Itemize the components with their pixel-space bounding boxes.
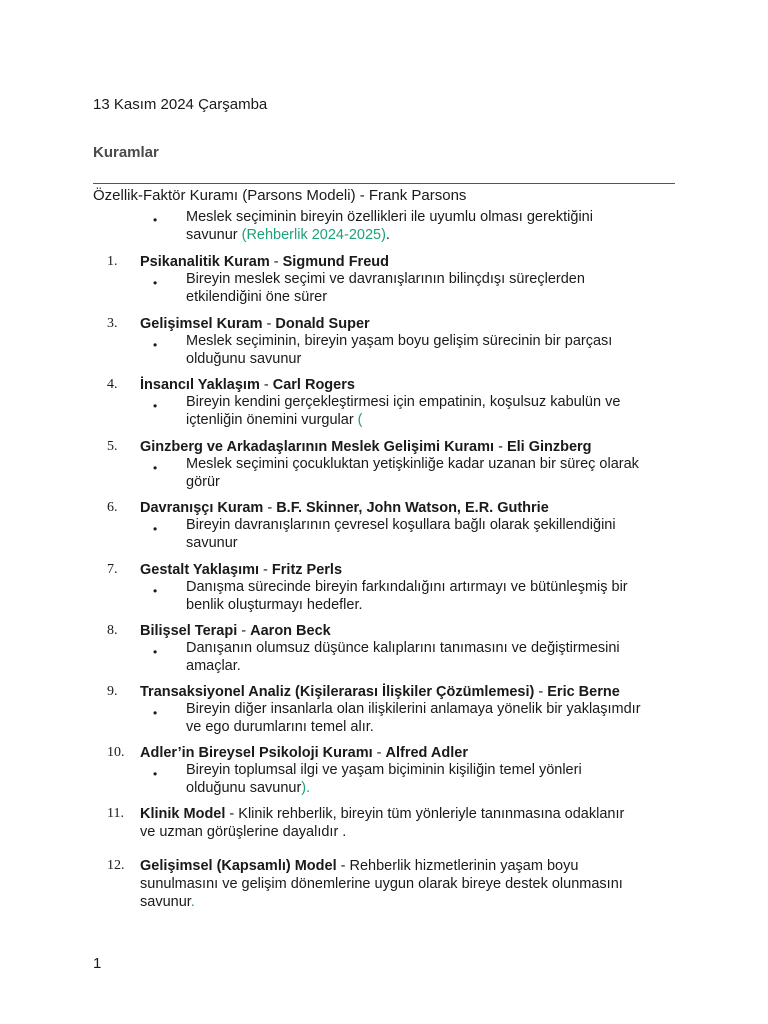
heading-divider	[93, 183, 675, 184]
item-description: - Rehberlik hizmetlerinin yaşam boyu	[336, 858, 579, 874]
theory-name: Gestalt Yaklaşımı	[140, 562, 260, 578]
item-title	[140, 857, 680, 911]
theory-author: Eric Berne	[547, 684, 620, 700]
bullet-dot: •	[153, 399, 158, 413]
bullet-line: benlik oluşturmayı hedefler.	[186, 596, 363, 613]
citation-link[interactable]: .	[190, 894, 195, 910]
theory-name: Gelişimsel Kuram	[140, 316, 263, 332]
separator: -	[263, 500, 277, 516]
theory-author: Carl Rogers	[272, 377, 355, 393]
separator: -	[534, 684, 548, 700]
bullet-line: Danışanın olumsuz düşünce kalıplarını tanımasını ve değiştirmesini	[186, 640, 620, 656]
separator: -	[372, 745, 386, 761]
bullet-dot: •	[153, 522, 158, 536]
theory-author: B.F. Skinner, John Watson, E.R. Guthrie	[276, 500, 549, 516]
bullet-dot: •	[153, 767, 158, 781]
bullet-text	[186, 701, 676, 736]
bullet-line: Meslek seçimini çocukluktan yetişkinliğe kadar uzanan bir süreç olarak	[186, 456, 639, 472]
theory-name: Bilişsel Terapi	[140, 623, 238, 639]
item-number: 8.	[107, 623, 118, 638]
bullet-text	[186, 762, 676, 797]
citation-link[interactable]: (Rehberlik 2024-2025)	[241, 226, 386, 243]
theory-name: İnsancıl Yaklaşım	[140, 377, 260, 393]
bullet-text	[186, 640, 676, 675]
bullet-dot: •	[153, 645, 158, 659]
item-title	[140, 683, 680, 701]
bullet-dot: •	[153, 584, 158, 598]
separator: -	[237, 623, 251, 639]
theory-name: Transaksiyonel Analiz (Kişilerarası İlişkiler Çözümlemesi)	[140, 684, 535, 700]
item-number: 10.	[107, 745, 125, 760]
item-title	[140, 561, 680, 579]
intro-theory-title: Özellik-Faktör Kuramı (Parsons Modeli) - Frank Parsons	[93, 187, 467, 204]
bullet-dot: •	[153, 338, 158, 352]
item-title	[140, 253, 680, 271]
bullet-dot: •	[153, 706, 158, 720]
bullet-dot: •	[153, 213, 158, 227]
item-number: 3.	[107, 316, 118, 331]
page-number: 1	[93, 955, 102, 972]
bullet-line: savunur	[186, 534, 238, 551]
bullet-line: Bireyin diğer insanlarla olan ilişkilerini anlamaya yönelik bir yaklaşımdır	[186, 701, 641, 717]
theory-name: Psikanalitik Kuram	[140, 254, 270, 270]
theory-author: Eli Ginzberg	[506, 439, 592, 455]
bullet-line: etkilendiğini öne sürer	[186, 288, 328, 305]
theory-name: Gelişimsel (Kapsamlı) Model	[140, 858, 337, 874]
theory-name: Klinik Model	[140, 806, 226, 822]
item-title	[140, 499, 680, 517]
document-date: 13 Kasım 2024 Çarşamba	[93, 96, 268, 113]
bullet-line: Bireyin toplumsal ilgi ve yaşam biçiminin kişiliğin temel yönleri	[186, 762, 582, 778]
theory-name: Davranışçı Kuram	[140, 500, 264, 516]
bullet-line: görür	[186, 473, 220, 490]
item-description: savunur	[140, 894, 191, 910]
separator: -	[259, 377, 273, 393]
citation-link[interactable]: (	[357, 411, 363, 428]
bullet-text	[186, 579, 676, 614]
item-title	[140, 376, 680, 394]
bullet-text	[186, 517, 676, 552]
bullet-line: savunur	[186, 226, 242, 243]
separator: -	[259, 562, 272, 578]
theory-author: Sigmund Freud	[282, 254, 389, 270]
item-number: 11.	[107, 806, 124, 821]
separator: -	[262, 316, 276, 332]
theory-name: Adler’in Bireysel Psikoloji Kuramı	[140, 745, 373, 761]
theory-name: Ginzberg ve Arkadaşlarının Meslek Gelişimi Kuramı	[140, 439, 495, 455]
item-number: 12.	[107, 858, 125, 873]
item-title	[140, 622, 680, 640]
item-number: 1.	[107, 254, 118, 269]
item-number: 4.	[107, 377, 118, 392]
bullet-text	[186, 333, 676, 368]
bullet-line: içtenliğin önemini vurgular	[186, 411, 358, 428]
item-number: 5.	[107, 439, 118, 454]
bullet-tail: .	[385, 226, 390, 243]
separator: -	[494, 439, 507, 455]
theory-author: Donald Super	[275, 316, 370, 332]
item-number: 6.	[107, 500, 118, 515]
theory-author: Fritz Perls	[271, 562, 343, 578]
bullet-dot: •	[153, 461, 158, 475]
bullet-line: Danışma sürecinde bireyin farkındalığını artırmayı ve bütünleşmiş bir	[186, 579, 628, 595]
bullet-line: olduğunu savunur	[186, 779, 302, 796]
bullet-text	[186, 394, 676, 429]
bullet-line: olduğunu savunur	[186, 350, 302, 367]
bullet-line: Bireyin kendini gerçekleştirmesi için empatinin, koşulsuz kabulün ve	[186, 394, 621, 410]
bullet-line: amaçlar.	[186, 657, 241, 674]
bullet-line: Meslek seçiminin, bireyin yaşam boyu gelişim sürecinin bir parçası	[186, 333, 613, 349]
bullet-dot: •	[153, 276, 158, 290]
theory-author: Alfred Adler	[385, 745, 468, 761]
item-description: ve uzman görüşlerine dayalıdır .	[140, 824, 347, 840]
bullet-line: Meslek seçiminin bireyin özellikleri ile uyumlu olması gerektiğini	[186, 209, 593, 225]
item-title	[140, 744, 680, 762]
item-title	[140, 438, 680, 456]
bullet-text	[186, 456, 676, 491]
separator: -	[269, 254, 283, 270]
section-heading: Kuramlar	[93, 144, 159, 161]
theory-author: Aaron Beck	[250, 623, 331, 639]
bullet-line: Bireyin davranışlarının çevresel koşullara bağlı olarak şekillendiğini	[186, 517, 616, 533]
item-number: 9.	[107, 684, 118, 699]
item-title	[140, 805, 680, 841]
item-title	[140, 315, 680, 333]
bullet-text	[186, 209, 676, 244]
bullet-line: ve ego durumlarını temel alır.	[186, 718, 374, 735]
citation-link[interactable]: ).	[301, 779, 311, 796]
bullet-line: Bireyin meslek seçimi ve davranışlarının bilinçdışı süreçlerden	[186, 271, 585, 287]
item-number: 7.	[107, 562, 118, 577]
item-description: - Klinik rehberlik, bireyin tüm yönleriyle tanınmasına odaklanır	[225, 806, 625, 822]
bullet-text	[186, 271, 676, 306]
item-description: sunulmasını ve gelişim dönemlerine uygun olarak bireye destek olunmasını	[140, 876, 623, 892]
